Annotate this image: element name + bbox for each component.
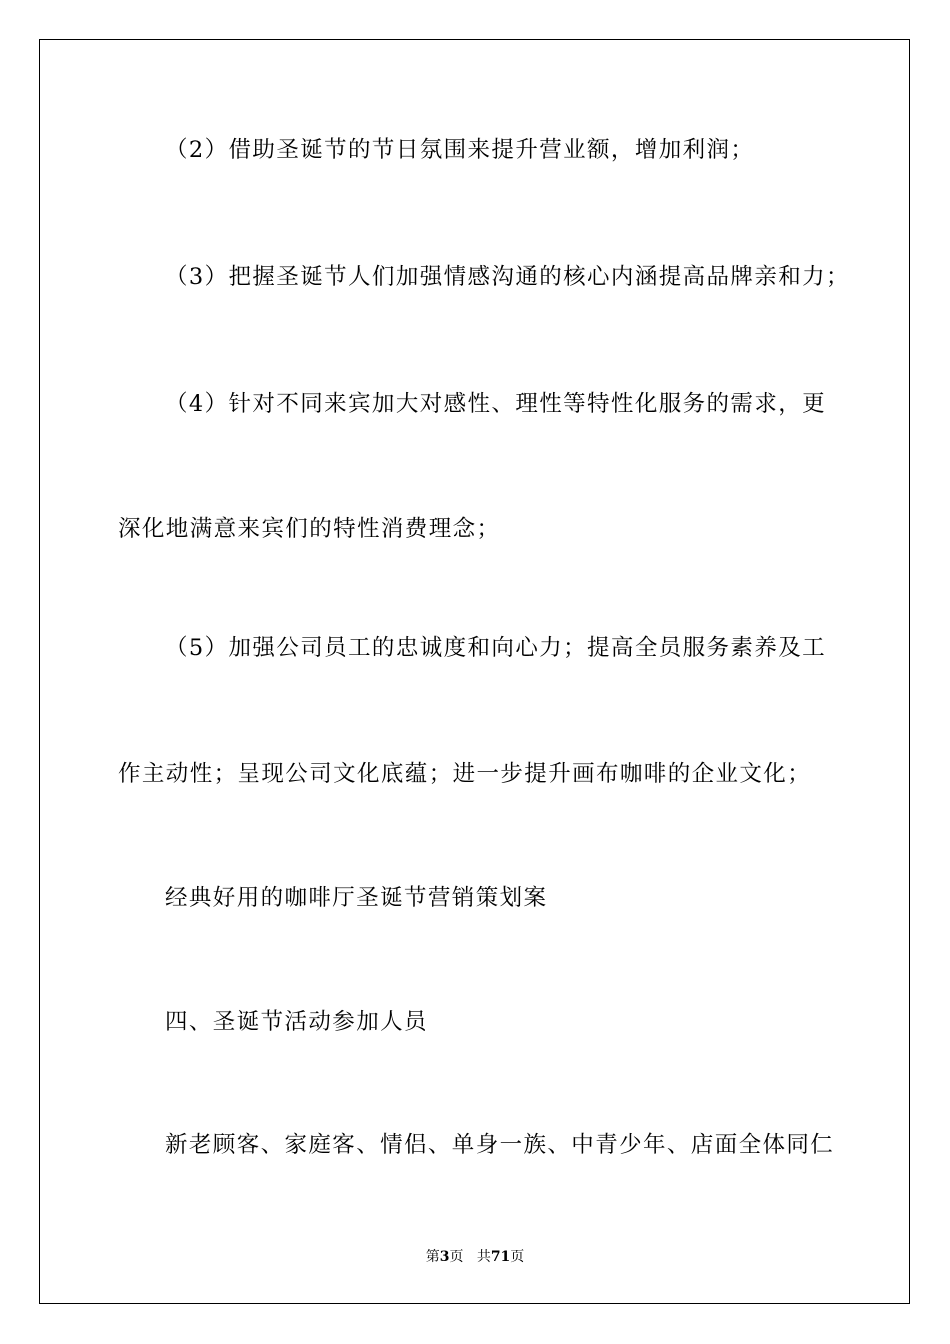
footer-total-number: 71 [490, 1249, 511, 1265]
paragraph-line-1: （2）借助圣诞节的节日氛围来提升营业额，增加利润； [165, 137, 755, 163]
section-heading: 经典好用的咖啡厅圣诞节营销策划案 [165, 885, 548, 911]
participants-list: 新老顾客、家庭客、情侣、单身一族、中青少年、店面全体同仁 [165, 1132, 835, 1158]
paragraph-line-6: 作主动性；呈现公司文化底蕴；进一步提升画布咖啡的企业文化； [118, 761, 812, 787]
section-title-participants: 四、圣诞节活动参加人员 [165, 1009, 428, 1035]
footer-page-number: 3 [439, 1249, 450, 1265]
page-border [39, 39, 910, 1304]
paragraph-line-5: （5）加强公司员工的忠诚度和向心力；提高全员服务素养及工 [165, 635, 827, 661]
footer-page-prefix: 第 [425, 1249, 440, 1265]
footer-total-prefix: 共 [476, 1249, 491, 1265]
paragraph-line-2: （3）把握圣诞节人们加强情感沟通的核心内涵提高品牌亲和力； [165, 264, 850, 290]
page-footer [0, 1247, 950, 1267]
footer-page-suffix: 页 [449, 1249, 464, 1265]
paragraph-line-4: 深化地满意来宾们的特性消费理念； [118, 516, 501, 542]
paragraph-line-3: （4）针对不同来宾加大对感性、理性等特性化服务的需求，更 [165, 391, 827, 417]
footer-total-suffix: 页 [510, 1249, 525, 1265]
